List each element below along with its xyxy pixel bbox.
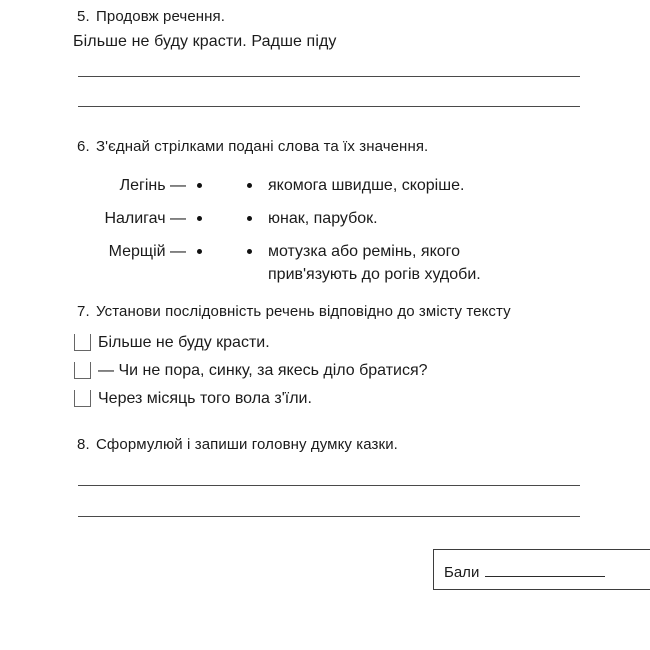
match-right-connector-dot[interactable] xyxy=(247,183,252,188)
match-term: Налигач — xyxy=(104,210,186,227)
match-right-connector-dot[interactable] xyxy=(247,216,252,221)
exercise-5-answer-line-1[interactable] xyxy=(78,76,580,77)
exercise-7-number: 7. xyxy=(77,303,90,320)
match-definition: юнак, парубок. xyxy=(268,210,378,227)
match-row xyxy=(75,172,186,199)
exercise-8-heading xyxy=(77,435,398,455)
exercise-5-heading xyxy=(77,7,225,27)
score-label: Бали xyxy=(444,564,480,581)
exercise-5-number: 5. xyxy=(77,8,90,25)
match-row xyxy=(75,238,186,265)
sequence-item-label: Більше не буду красти. xyxy=(98,334,270,351)
match-definition: якомога швидше, скоріше. xyxy=(268,177,465,194)
sequence-item-label: Через місяць того вола з'їли. xyxy=(98,390,312,407)
match-left-connector-dot[interactable] xyxy=(197,249,202,254)
match-term: Легінь — xyxy=(119,177,186,194)
match-definition-continuation: прив'язують до рогів худоби. xyxy=(268,266,481,283)
match-term: Мерщій — xyxy=(108,243,186,260)
match-right-connector-dot[interactable] xyxy=(247,249,252,254)
exercise-5-answer-line-2[interactable] xyxy=(78,106,580,107)
match-row xyxy=(75,205,186,232)
match-left-connector-dot[interactable] xyxy=(197,183,202,188)
exercise-8-answer-line-1[interactable] xyxy=(78,485,580,486)
exercise-8-answer-line-2[interactable] xyxy=(78,516,580,517)
sequence-checkbox[interactable] xyxy=(74,390,91,407)
exercise-7-prompt: Установи послідовність речень відповідно до змісту тексту xyxy=(96,303,511,320)
exercise-7-heading xyxy=(77,302,511,322)
exercise-5-prompt: Продовж речення. xyxy=(96,8,226,25)
exercise-5-sentence: Більше не буду красти. Радше піду xyxy=(73,33,337,50)
exercise-6-number: 6. xyxy=(77,138,90,155)
exercise-8-prompt: Сформулюй і запиши головну думку казки. xyxy=(96,436,398,453)
exercise-6-heading xyxy=(77,137,428,157)
score-box-content xyxy=(444,564,605,582)
match-definition: мотузка або ремінь, якого xyxy=(268,243,461,260)
exercise-8-number: 8. xyxy=(77,436,90,453)
exercise-6-prompt: З'єднай стрілками подані слова та їх значення. xyxy=(96,138,429,155)
score-input-line[interactable] xyxy=(485,565,605,577)
sequence-checkbox[interactable] xyxy=(74,362,91,379)
match-left-connector-dot[interactable] xyxy=(197,216,202,221)
score-box xyxy=(433,549,650,590)
sequence-checkbox[interactable] xyxy=(74,334,91,351)
sequence-item-label: — Чи не пора, синку, за якесь діло братися? xyxy=(98,362,428,379)
